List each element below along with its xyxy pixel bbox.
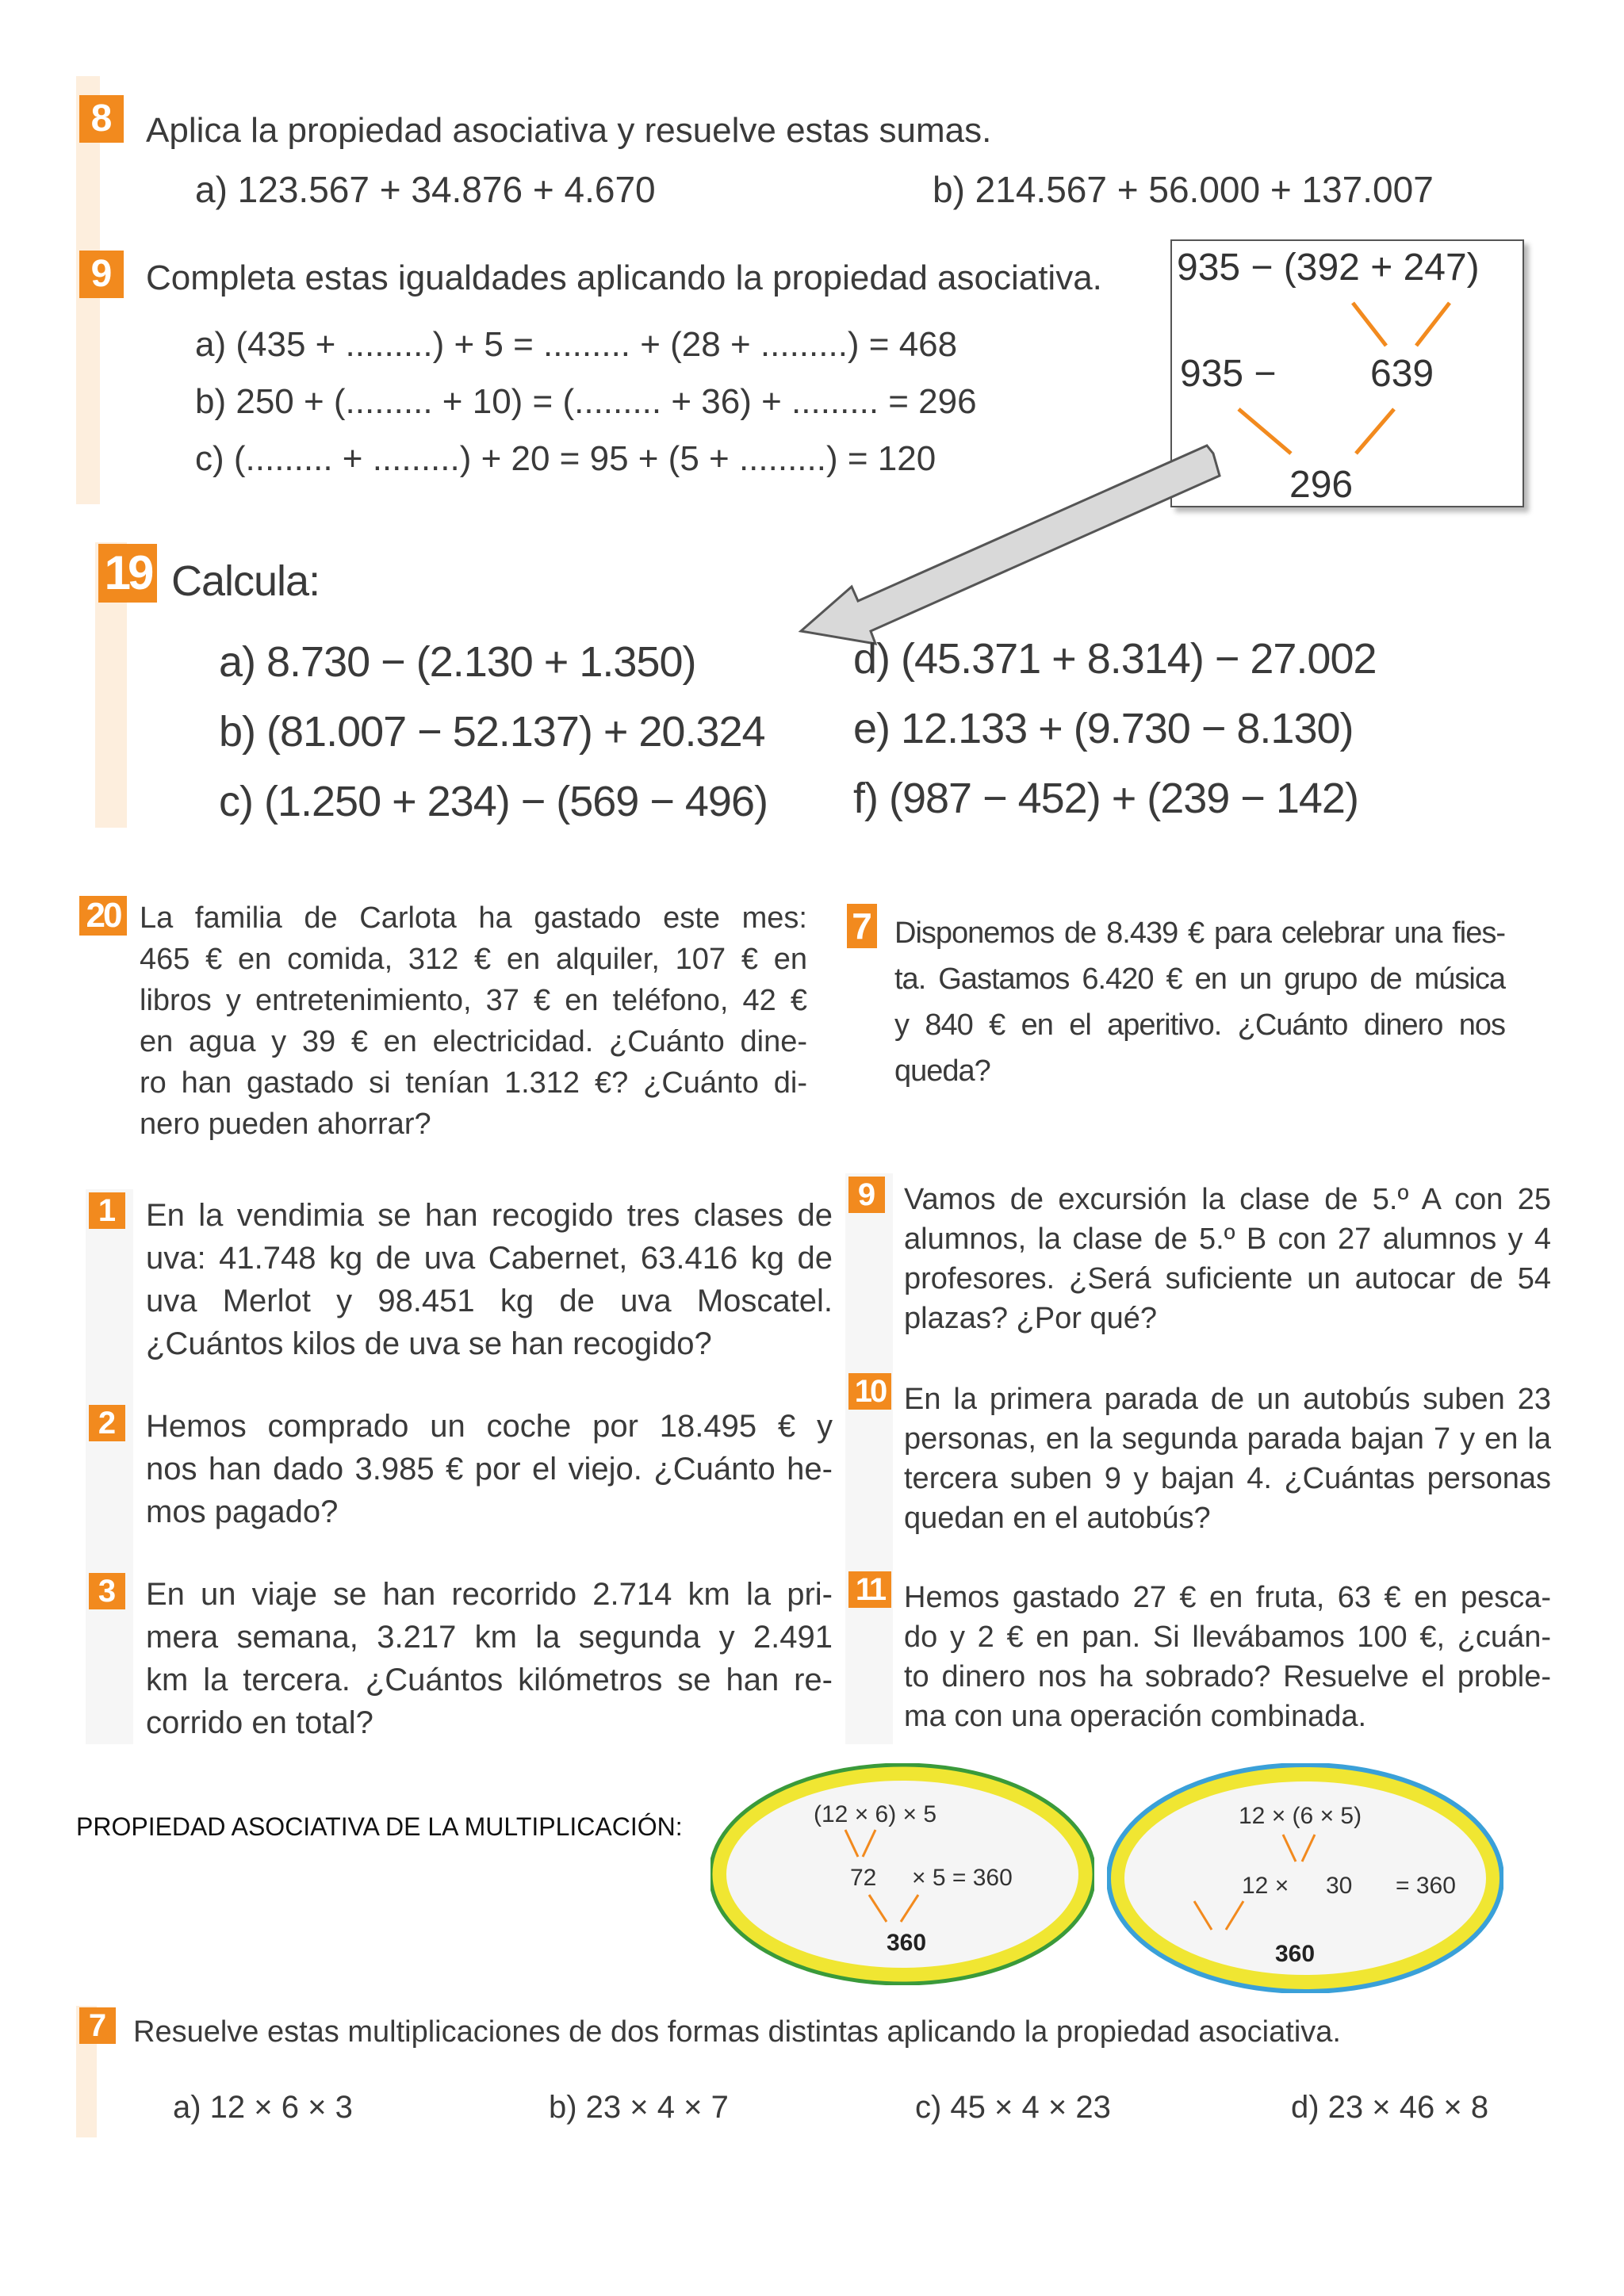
ex19-item-e: e) 12.133 + (9.730 − 8.130) [853,705,1354,752]
p9-line: profesores. ¿Será suficiente un autocar de 54 [904,1262,1551,1295]
ex7-number-badge: 7 [79,2007,116,2044]
p7-line: queda? [894,1054,990,1088]
ex19-item-d: d) (45.371 + 8.314) − 27.002 [853,635,1377,683]
p10-line: En la primera parada de un autobús suben 23 [904,1383,1551,1416]
ex19-item-f: f) (987 − 452) + (239 − 142) [853,775,1358,822]
p2-number-badge: 2 [89,1405,125,1441]
p2-line: mos pagado? [146,1494,339,1529]
p20-text [140,897,807,1145]
ex19-number-badge: 19 [98,544,157,603]
p3-number-badge: 3 [89,1573,125,1609]
p7-text [894,910,1505,1094]
ex9-title: Completa estas igualdades aplicando la propiedad asociativa. [146,258,1102,297]
ex7-item-a: a) 12 × 6 × 3 [173,2090,353,2125]
p1-line: uva Merlot y 98.451 kg de uva Moscatel. [146,1284,833,1318]
oval-right-top: 12 × (6 × 5) [1239,1803,1362,1829]
p1-line: ¿Cuántos kilos de uva se han recogido? [146,1326,712,1361]
ex9-item-c: c) (......... + .........) + 20 = 95 + (5 + .........) = 120 [195,439,936,478]
ex9-item-b: b) 250 + (......... + 10) = (......... + 36) + ......... = 296 [195,382,977,421]
p9-text [904,1180,1551,1338]
p20-line: ro han gastado si tenían 1.312 €? ¿Cuánto di- [140,1066,807,1100]
ex8-item-a: a) 123.567 + 34.876 + 4.670 [195,169,656,210]
ex7-title: Resuelve estas multiplicaciones de dos formas distintas aplicando la propiedad asociativa. [133,2015,1341,2049]
sum-diagram-mid-right: 639 [1370,353,1434,395]
p11-line: Hemos gastado 27 € en fruta, 63 € en pesca- [904,1581,1551,1614]
ex9-number-badge: 9 [79,251,124,298]
ex8-item-b: b) 214.567 + 56.000 + 137.007 [933,169,1434,210]
p7-line: Disponemos de 8.439 € para celebrar una fies- [894,916,1505,950]
oval-right-mid-right: = 360 [1396,1873,1456,1899]
p11-text [904,1578,1551,1736]
p20-line: nero pueden ahorrar? [140,1108,431,1141]
p3-line: corrido en total? [146,1705,373,1740]
p7-number-badge: 7 [847,904,877,948]
p1-text [146,1194,833,1365]
ex7-item-d: d) 23 × 46 × 8 [1291,2090,1489,2125]
p9-line: Vamos de excursión la clase de 5.º A con 25 [904,1183,1551,1216]
p20-line: 465 € en comida, 312 € en alquiler, 107 € en [140,943,807,976]
p1-line: En la vendimia se han recogido tres clases de [146,1198,833,1233]
ex8-title: Aplica la propiedad asociativa y resuelve estas sumas. [146,111,992,150]
p20-line: La familia de Carlota ha gastado este mes: [140,901,807,935]
p2-line: nos han dado 3.985 € por el viejo. ¿Cuánto he- [146,1452,833,1487]
p20-line: en agua y 39 € en electricidad. ¿Cuánto dine- [140,1025,807,1058]
ex19-item-a: a) 8.730 − (2.130 + 1.350) [219,638,696,686]
p3-line: En un viaje se han recorrido 2.714 km la pri- [146,1577,833,1612]
p20-line: libros y entretenimiento, 37 € en teléfono, 42 € [140,984,807,1017]
p10-line: tercera suben 9 y bajan 4. ¿Cuántas personas [904,1462,1551,1495]
p2-line: Hemos comprado un coche por 18.495 € y [146,1409,833,1444]
p10-number-badge: 10 [848,1373,891,1410]
ex7-item-c: c) 45 × 4 × 23 [915,2090,1111,2125]
p9-line: alumnos, la clase de 5.º B con 27 alumnos y 4 [904,1223,1551,1256]
p11-line: do y 2 € en pan. Si llevábamos 100 €, ¿cuán- [904,1621,1551,1654]
oval-right-mid: 30 [1326,1873,1353,1899]
p3-line: mera semana, 3.217 km la segunda y 2.491 [146,1620,833,1655]
oval-right-bottom: 360 [1275,1941,1316,1967]
p11-line: ma con una operación combinada. [904,1700,1367,1733]
p11-line: to dinero nos ha sobrado? Resuelve el proble- [904,1660,1551,1693]
oval-left-mid: 72 [850,1865,877,1891]
p9-stripe [845,1173,893,1744]
oval-left-top: (12 × 6) × 5 [814,1801,937,1827]
p3-text [146,1573,833,1744]
p7-line: y 840 € en el aperitivo. ¿Cuánto dinero nos [894,1008,1505,1042]
p1-line: uva: 41.748 kg de uva Cabernet, 63.416 kg de [146,1241,833,1276]
p9-line: plazas? ¿Por qué? [904,1302,1157,1335]
ex8-number-badge: 8 [79,95,124,143]
p7-line: ta. Gastamos 6.420 € en un grupo de música [894,962,1505,996]
sum-diagram-top: 935 − (392 + 247) [1177,247,1480,289]
p10-text [904,1380,1551,1538]
oval-right-mid-left: 12 × [1242,1873,1289,1899]
pointer-arrow [793,444,1237,650]
ex19-item-b: b) (81.007 − 52.137) + 20.324 [219,708,765,756]
sum-diagram-mid-left: 935 − [1180,353,1277,395]
p10-line: personas, en la segunda parada bajan 7 y en la [904,1422,1551,1456]
sum-diagram-bottom: 296 [1289,464,1354,506]
ex19-title: Calcula: [171,557,320,605]
ex9-item-a: a) (435 + .........) + 5 = ......... + (28 + .........) = 468 [195,325,958,364]
p9-number-badge: 9 [848,1177,885,1213]
p10-line: quedan en el autobús? [904,1502,1211,1535]
p20-number-badge: 20 [79,896,127,936]
p3-line: km la tercera. ¿Cuántos kilómetros se han re- [146,1663,833,1697]
ex19-item-c: c) (1.250 + 234) − (569 − 496) [219,778,768,825]
p2-text [146,1405,833,1533]
ex7-item-b: b) 23 × 4 × 7 [549,2090,729,2125]
oval-left-mid-right: × 5 = 360 [912,1865,1013,1891]
mult-section-label: PROPIEDAD ASOCIATIVA DE LA MULTIPLICACIÓN: [76,1812,683,1841]
p1-stripe [86,1189,133,1744]
oval-left-bottom: 360 [887,1930,927,1956]
p11-number-badge: 11 [848,1571,891,1608]
p1-number-badge: 1 [89,1192,125,1229]
